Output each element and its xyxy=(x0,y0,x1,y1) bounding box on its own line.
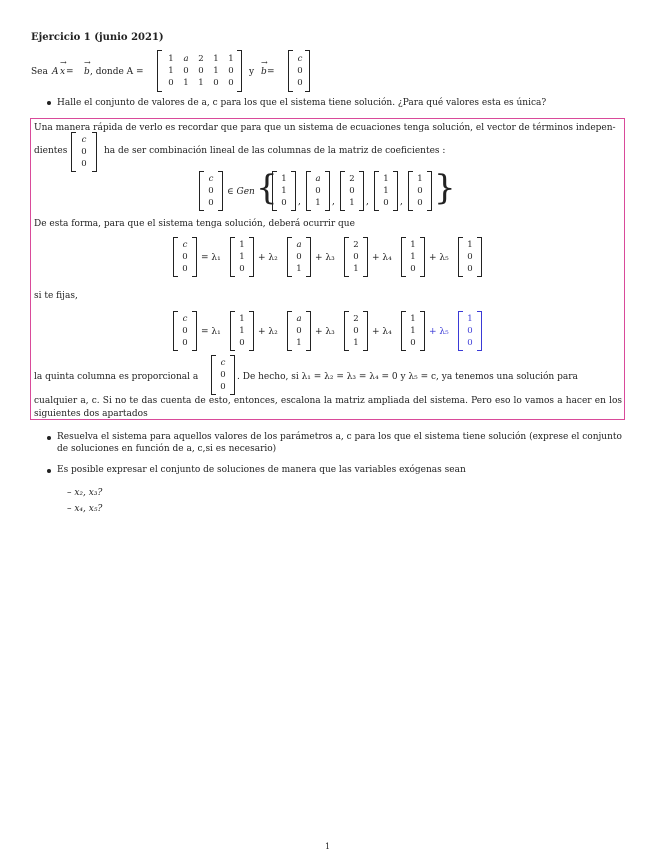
vector-c-gen xyxy=(199,171,223,211)
matrix-cell: 1 xyxy=(213,66,219,76)
vector-cell: 1 xyxy=(239,314,245,324)
intro-x-vector xyxy=(60,66,65,78)
vector-cell: 1 xyxy=(353,338,359,348)
matrix-cell: 0 xyxy=(168,78,174,88)
vector-cell: 1 xyxy=(315,198,321,208)
vector-cell: 1 xyxy=(239,326,245,336)
comma: , xyxy=(366,197,369,207)
eq2-col-1 xyxy=(230,311,254,351)
eq1-col-2 xyxy=(287,237,311,277)
eq2-vector-c xyxy=(173,311,197,351)
vector-cell: 0 xyxy=(467,338,473,348)
intro-equals: = xyxy=(66,67,74,77)
eq1-vector-c xyxy=(173,237,197,277)
vector-cell: c xyxy=(208,174,214,184)
eq2-col-5-highlight xyxy=(458,311,482,351)
bullet-3-text: Es posible expresar el conjunto de soluciones de manera que las variables exógenas sean xyxy=(57,465,466,475)
right-brace: } xyxy=(434,168,456,208)
comma: , xyxy=(400,197,403,207)
vector-cell: 0 xyxy=(220,382,226,392)
vector-cell: 0 xyxy=(467,326,473,336)
vector-cell: 1 xyxy=(239,240,245,250)
lambda-term: + λ₂ xyxy=(258,327,278,337)
vector-b xyxy=(288,50,310,92)
intro-b-vector xyxy=(84,66,90,78)
vector-cell: 0 xyxy=(353,252,359,262)
intro-b2-vector xyxy=(261,66,267,78)
matrix-cell: 0 xyxy=(213,78,219,88)
eq1-col-4 xyxy=(401,237,425,277)
vector-cell: 2 xyxy=(349,174,355,184)
eq1-col-3 xyxy=(344,237,368,277)
vector-cell: 0 xyxy=(182,264,188,274)
vector-cell: 0 xyxy=(81,159,87,169)
vector-cell: a xyxy=(315,174,321,184)
vector-cell: 0 xyxy=(182,252,188,262)
vector-cell: 1 xyxy=(353,264,359,274)
matrix-cell: 0 xyxy=(228,66,234,76)
vector-cell: 1 xyxy=(410,314,416,324)
vector-cell: c xyxy=(220,358,226,368)
vector-cell: 0 xyxy=(239,338,245,348)
left-brace: { xyxy=(256,168,278,208)
vector-cell: 0 xyxy=(208,198,214,208)
vector-cell: 1 xyxy=(239,252,245,262)
vector-cell: 0 xyxy=(220,370,226,380)
vector-cell: 0 xyxy=(315,186,321,196)
matrix-cell: a xyxy=(183,54,189,64)
matrix-A xyxy=(157,50,242,92)
intro-A: A xyxy=(52,67,59,77)
lambda-term: = λ₁ xyxy=(201,253,221,263)
vector-cell: c xyxy=(182,314,188,324)
lambda-term: + λ₃ xyxy=(315,327,335,337)
vector-cell: c xyxy=(81,135,87,145)
lambda-term: = λ₁ xyxy=(201,327,221,337)
vector-cell: 1 xyxy=(410,326,416,336)
vector-cell: 0 xyxy=(297,78,303,88)
box-p2: De esta forma, para que el sistema tenga solución, deberá ocurrir que xyxy=(34,219,355,229)
matrix-cell: 1 xyxy=(168,66,174,76)
box-p1-rest: ha de ser combinación lineal de las columnas de la matriz de coeficientes : xyxy=(104,146,446,156)
box-p4-a: la quinta columna es proporcional a xyxy=(34,372,199,382)
vector-cell: 0 xyxy=(297,66,303,76)
vector-c-p4 xyxy=(211,355,235,395)
vector-cell: 1 xyxy=(410,240,416,250)
bullet-dot xyxy=(47,469,51,473)
bullet-dot xyxy=(47,436,51,440)
gen-label: ∈ Gen xyxy=(227,187,255,197)
lambda-term: + λ₅ xyxy=(429,253,449,263)
gen-column-1 xyxy=(272,171,296,211)
vector-cell: 0 xyxy=(208,186,214,196)
vector-cell: 2 xyxy=(353,240,359,250)
vector-cell: 0 xyxy=(281,198,287,208)
vector-cell: 0 xyxy=(467,252,473,262)
vector-cell: a xyxy=(296,240,302,250)
matrix-cell: 1 xyxy=(198,78,204,88)
vector-cell: a xyxy=(296,314,302,324)
vector-cell: 1 xyxy=(349,198,355,208)
vector-cell: c xyxy=(297,54,303,64)
vector-cell: 1 xyxy=(281,174,287,184)
box-p1-line1: Una manera rápida de verlo es recordar que para que un sistema de ecuaciones tenga solución, el vector de términos indepen- xyxy=(34,123,616,133)
gen-column-5 xyxy=(408,171,432,211)
intro-b-equals: = xyxy=(267,67,275,77)
intro-sea: Sea xyxy=(31,67,48,77)
exercise-title: Ejercicio 1 (junio 2021) xyxy=(31,32,164,43)
lambda-term: + λ₄ xyxy=(372,327,392,337)
gen-column-2 xyxy=(306,171,330,211)
box-p4-b: . De hecho, si λ₁ = λ₂ = λ₃ = λ₄ = 0 y λ₅ = c, ya tenemos una solución para xyxy=(237,372,578,382)
vector-cell: 0 xyxy=(353,326,359,336)
comma: , xyxy=(332,197,335,207)
vector-cell: 2 xyxy=(353,314,359,324)
x-arrow: → x xyxy=(60,66,65,78)
eq2-col-3 xyxy=(344,311,368,351)
vector-cell: 0 xyxy=(383,198,389,208)
matrix-cell: 1 xyxy=(183,78,189,88)
lambda-term: + λ₃ xyxy=(315,253,335,263)
bullet-dot xyxy=(47,101,51,105)
vector-c-inline xyxy=(71,132,97,172)
vector-cell: 1 xyxy=(467,314,473,324)
lambda-term-highlight: + λ₅ xyxy=(429,327,449,337)
vector-cell: 1 xyxy=(296,338,302,348)
eq1-col-5 xyxy=(458,237,482,277)
vector-cell: 0 xyxy=(410,338,416,348)
box-p5: cualquier a, c. Si no te das cuenta de esto, entonces, escalona la matriz ampliada del sistema. Pero eso lo vamos a hacer en los siguientes dos apartados xyxy=(34,396,622,419)
vector-cell: 0 xyxy=(349,186,355,196)
box-p3: si te fijas, xyxy=(34,291,78,301)
page-number: 1 xyxy=(325,842,331,851)
vector-cell: 1 xyxy=(383,186,389,196)
eq2-col-4 xyxy=(401,311,425,351)
matrix-cell: 0 xyxy=(228,78,234,88)
lambda-term: + λ₄ xyxy=(372,253,392,263)
vector-cell: 1 xyxy=(417,174,423,184)
gen-column-4 xyxy=(374,171,398,211)
vector-cell: 0 xyxy=(296,252,302,262)
gen-column-3 xyxy=(340,171,364,211)
vector-cell: 1 xyxy=(467,240,473,250)
eq1-col-1 xyxy=(230,237,254,277)
vector-cell: 0 xyxy=(239,264,245,274)
vector-cell: 1 xyxy=(296,264,302,274)
b-arrow: → b xyxy=(261,66,267,78)
vector-cell: 0 xyxy=(81,147,87,157)
b-arrow: → b xyxy=(84,66,90,78)
vector-cell: 1 xyxy=(383,174,389,184)
matrix-cell: 1 xyxy=(168,54,174,64)
vector-cell: 0 xyxy=(417,186,423,196)
eq2-col-2 xyxy=(287,311,311,351)
vector-cell: 0 xyxy=(410,264,416,274)
vector-cell: 0 xyxy=(296,326,302,336)
vector-cell: 0 xyxy=(467,264,473,274)
vector-cell: 0 xyxy=(182,326,188,336)
intro-donde: , donde A = xyxy=(90,67,144,77)
vector-cell: 0 xyxy=(182,338,188,348)
box-p1-dientes: dientes xyxy=(34,146,68,156)
lambda-term: + λ₂ xyxy=(258,253,278,263)
vector-cell: 1 xyxy=(410,252,416,262)
matrix-cell: 1 xyxy=(213,54,219,64)
intro-y: y xyxy=(249,67,255,77)
subitem-2: – x₄, x₅? xyxy=(67,504,103,514)
matrix-cell: 1 xyxy=(228,54,234,64)
subitem-1: – x₂, x₃? xyxy=(67,488,103,498)
bullet-2-text: Resuelva el sistema para aquellos valores de los parámetros a, c para los que el sistema tiene solución (exprese el conjunto de soluciones en función de a, c,si es necesario) xyxy=(57,432,622,454)
vector-cell: 0 xyxy=(417,198,423,208)
matrix-cell: 0 xyxy=(183,66,189,76)
vector-cell: c xyxy=(182,240,188,250)
matrix-cell: 2 xyxy=(198,54,204,64)
vector-cell: 1 xyxy=(281,186,287,196)
matrix-cell: 0 xyxy=(198,66,204,76)
bullet-1-text: Halle el conjunto de valores de a, c para los que el sistema tiene solución. ¿Para qué valores esta es única? xyxy=(57,98,547,108)
comma: , xyxy=(298,197,301,207)
